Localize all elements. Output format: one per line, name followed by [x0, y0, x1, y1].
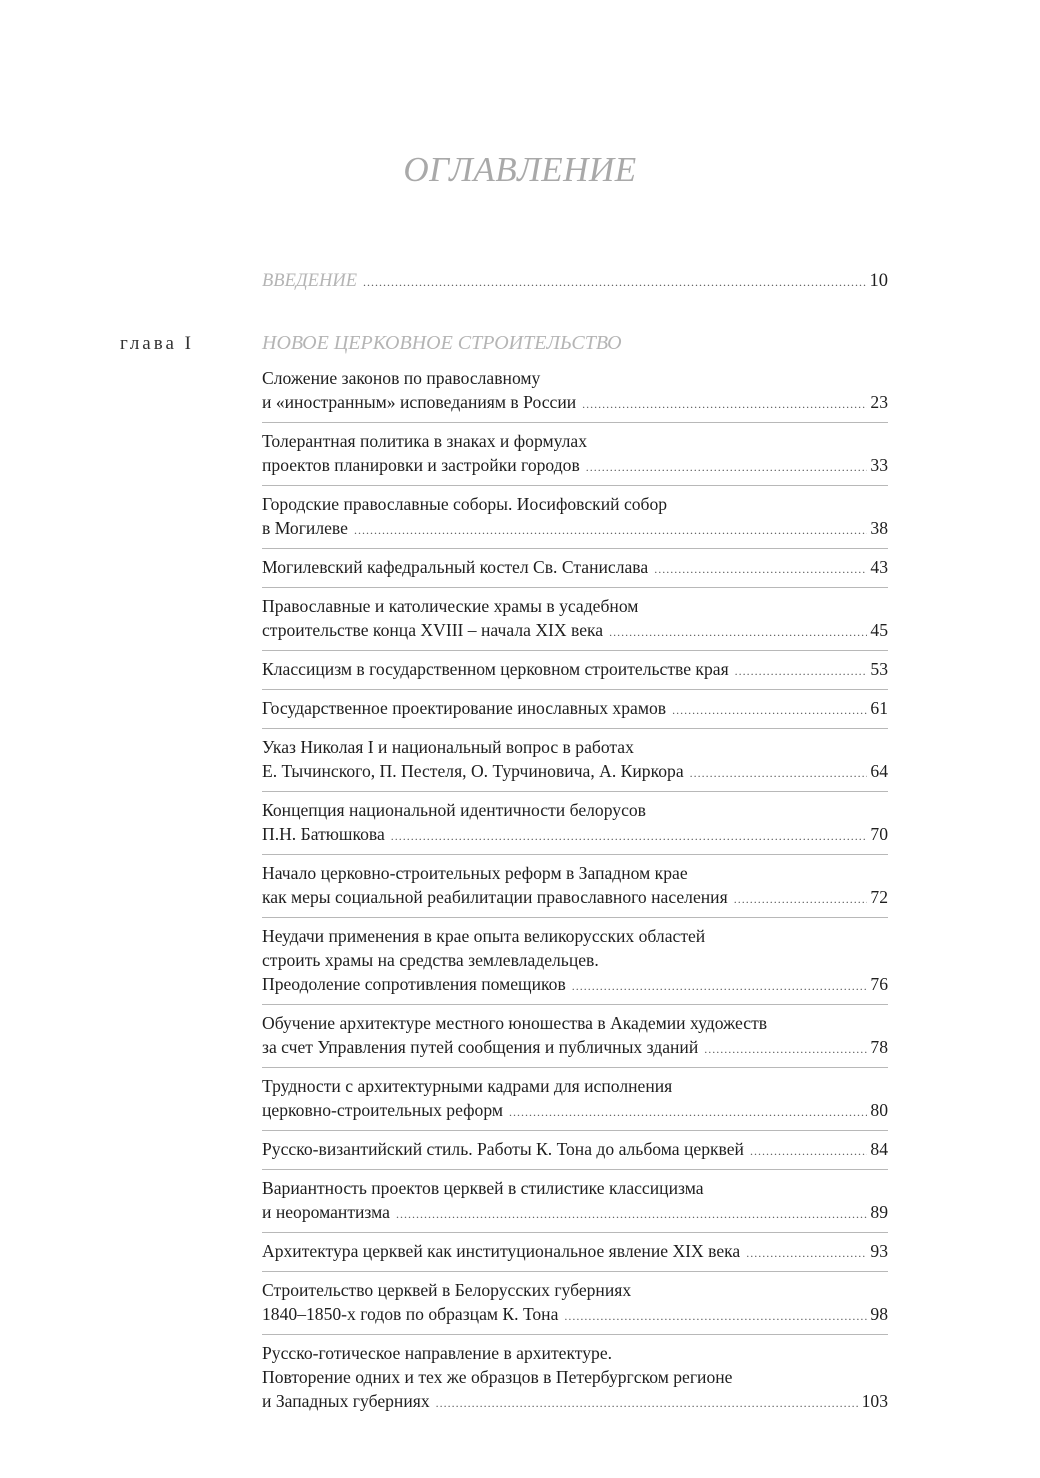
toc-entry-last-line — [262, 885, 888, 911]
toc-entry — [262, 657, 888, 690]
toc-entry-line: Строительство церквей в Белорусских губерниях — [262, 1280, 632, 1300]
toc-entry-line: Толерантная политика в знаках и формулах — [262, 431, 588, 451]
toc-entry-line: Сложение законов по православному — [262, 368, 541, 388]
dot-leader — [734, 887, 868, 911]
toc-entry — [262, 735, 888, 792]
toc-entry — [262, 1341, 888, 1421]
page-title: ОГЛАВЛЕНИЕ — [403, 150, 637, 189]
toc-entry-title: проектов планировки и застройки городов — [262, 455, 580, 475]
dot-leader — [509, 1100, 867, 1124]
toc-page-number: 64 — [870, 761, 888, 781]
toc-entry-last-line — [262, 1035, 888, 1061]
toc-entry — [262, 1239, 888, 1272]
chapter-title: НОВОЕ ЦЕРКОВНОЕ СТРОИТЕЛЬСТВО — [262, 332, 622, 354]
toc-entry-last-line — [262, 657, 888, 683]
toc-page-number: 72 — [870, 887, 888, 907]
toc-entry-title: Русско-византийский стиль. Работы К. Тона до альбома церквей — [262, 1139, 744, 1159]
dot-leader — [704, 1037, 867, 1061]
toc-entry-title: как меры социальной реабилитации православного населения — [262, 887, 728, 907]
toc-entry-last-line — [262, 1200, 888, 1226]
toc-entry — [262, 924, 888, 1005]
toc-entry-last-line — [262, 696, 888, 722]
intro-page-number: 10 — [869, 271, 888, 291]
toc-entry — [262, 861, 888, 918]
toc-entry-title: и «иностранным» исповеданиям в России — [262, 392, 577, 412]
dot-leader — [363, 275, 867, 290]
toc-entry-title: и Западных губерниях — [262, 1391, 430, 1411]
toc-page-number: 93 — [870, 1241, 888, 1261]
dot-leader — [586, 455, 868, 479]
toc-page-number: 89 — [870, 1202, 888, 1222]
dot-leader — [672, 698, 867, 722]
toc-page-number: 80 — [870, 1100, 888, 1120]
toc-entry-line: строить храмы на средства землевладельцев. — [262, 950, 599, 970]
toc-entry-last-line — [262, 1302, 888, 1328]
toc-entry-last-line — [262, 1137, 888, 1163]
toc-entry-title: Государственное проектирование инославных храмов — [262, 698, 667, 718]
toc-entry-title: строительстве конца XVIII – начала XIX века — [262, 620, 604, 640]
toc-entry-last-line — [262, 759, 888, 785]
toc-page-number: 76 — [870, 974, 888, 994]
toc-page-number: 103 — [861, 1391, 888, 1411]
dot-leader — [564, 1304, 867, 1328]
toc-entry-line: Указ Николая I и национальный вопрос в работах — [262, 737, 634, 757]
toc-entry-line: Православные и католические храмы в усадебном — [262, 596, 639, 616]
toc-entry-title: П.Н. Батюшкова — [262, 824, 385, 844]
dot-leader — [735, 659, 868, 683]
toc-entry-title: в Могилеве — [262, 518, 348, 538]
dot-leader — [436, 1391, 859, 1415]
dot-leader — [396, 1202, 867, 1226]
toc-entry-last-line — [262, 390, 888, 416]
dot-leader — [750, 1139, 867, 1163]
toc-entry-last-line — [262, 822, 888, 848]
toc-page-number: 53 — [870, 659, 888, 679]
toc-entry — [262, 1176, 888, 1233]
toc-entry — [262, 366, 888, 423]
toc-entry — [262, 1137, 888, 1170]
toc-entry-line: Обучение архитектуре местного юношества в Академии художеств — [262, 1013, 768, 1033]
toc-entry — [262, 555, 888, 588]
toc-entry-last-line — [262, 453, 888, 479]
dot-leader — [609, 620, 867, 644]
toc-page-number: 98 — [870, 1304, 888, 1324]
toc-entry — [262, 1074, 888, 1131]
toc-entry-last-line — [262, 516, 888, 542]
toc-page-number: 33 — [870, 455, 888, 475]
toc-entry-title: Е. Тычинского, П. Пестеля, О. Турчиновича, А. Киркора — [262, 761, 684, 781]
dot-leader — [572, 974, 868, 998]
dot-leader — [746, 1241, 867, 1265]
dot-leader — [690, 761, 868, 785]
toc-page-number: 78 — [870, 1037, 888, 1057]
intro-label: ВВЕДЕНИЕ — [262, 271, 357, 291]
toc-entry-last-line — [262, 972, 888, 998]
dot-leader — [582, 392, 867, 416]
dot-leader — [654, 557, 867, 581]
toc-entry — [262, 1011, 888, 1068]
toc-entry-line: Повторение одних и тех же образцов в Петербургском регионе — [262, 1367, 733, 1387]
toc-entry-title: церковно-строительных реформ — [262, 1100, 503, 1120]
chapter-label: глава I — [120, 333, 194, 354]
dot-leader — [391, 824, 868, 848]
toc-entry-line: Начало церковно-строительных реформ в Западном крае — [262, 863, 688, 883]
toc-intro-entry — [262, 271, 888, 292]
toc-entry — [262, 1278, 888, 1335]
dot-leader — [354, 518, 867, 542]
toc-entry-title: за счет Управления путей сообщения и публичных зданий — [262, 1037, 699, 1057]
toc-page-number: 45 — [870, 620, 888, 640]
toc-entry-last-line — [262, 1239, 888, 1265]
toc-page-number: 43 — [870, 557, 888, 577]
toc-entry-title: Могилевский кафедральный костел Св. Станислава — [262, 557, 649, 577]
toc-entry-line: Городские православные соборы. Иосифовский собор — [262, 494, 668, 514]
toc-entry-title: Преодоление сопротивления помещиков — [262, 974, 566, 994]
toc-entry-title: Архитектура церквей как институциональное явление XIX века — [262, 1241, 741, 1261]
toc-entry-last-line — [262, 618, 888, 644]
toc-page-number: 23 — [870, 392, 888, 412]
toc-entry — [262, 492, 888, 549]
toc-entry-title: Классицизм в государственном церковном строительстве края — [262, 659, 729, 679]
toc-entry — [262, 798, 888, 855]
toc-entry — [262, 429, 888, 486]
toc-entry-last-line — [262, 1389, 888, 1415]
toc-entry-line: Неудачи применения в крае опыта великорусских областей — [262, 926, 706, 946]
toc-entry-title: и неоромантизма — [262, 1202, 390, 1222]
toc-page-number: 84 — [870, 1139, 888, 1159]
toc-page-number: 38 — [870, 518, 888, 538]
toc-entry-last-line — [262, 1098, 888, 1124]
toc-entry-line: Концепция национальной идентичности белорусов — [262, 800, 646, 820]
toc-entry-title: 1840–1850-х годов по образцам К. Тона — [262, 1304, 559, 1324]
toc-entry — [262, 594, 888, 651]
toc-list — [262, 366, 888, 1427]
toc-entry-line: Русско-готическое направление в архитектуре. — [262, 1343, 613, 1363]
toc-entry-last-line — [262, 555, 888, 581]
toc-entry — [262, 696, 888, 729]
toc-entry-line: Вариантность проектов церквей в стилистике классицизма — [262, 1178, 704, 1198]
toc-page-number: 61 — [870, 698, 888, 718]
toc-entry-line: Трудности с архитектурными кадрами для исполнения — [262, 1076, 673, 1096]
toc-page-number: 70 — [870, 824, 888, 844]
